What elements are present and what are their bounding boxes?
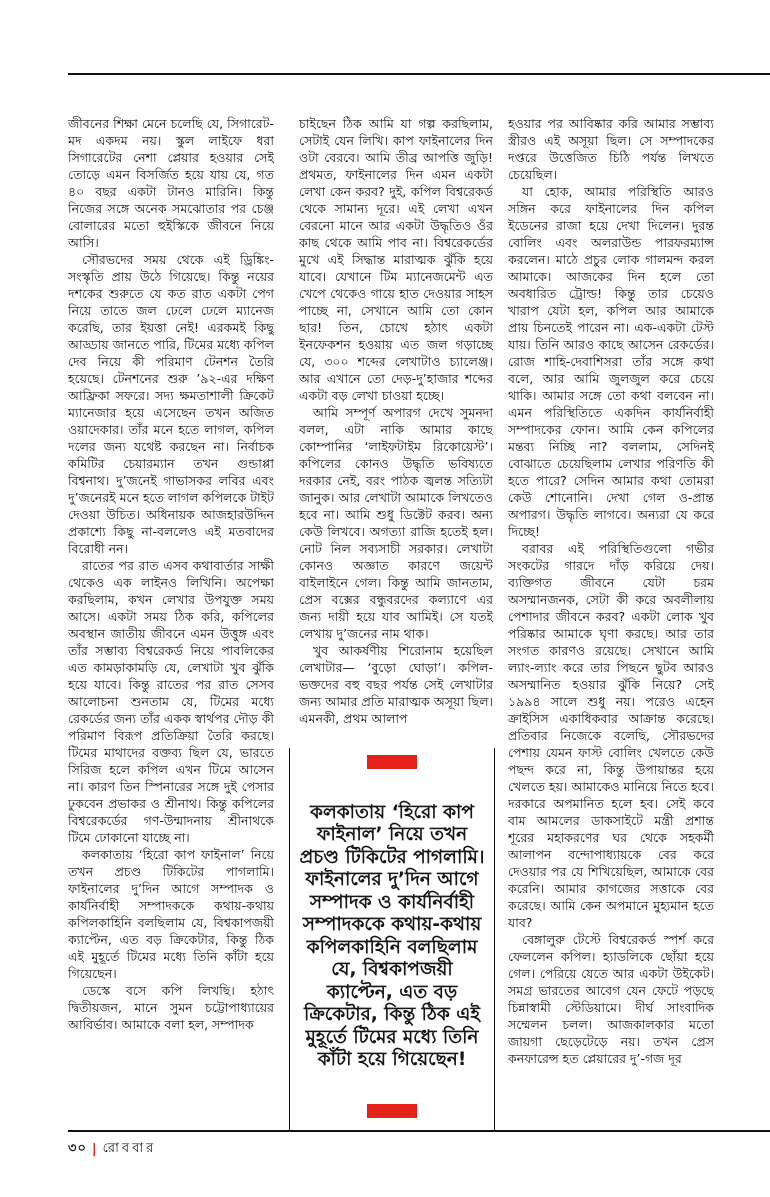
paragraph: চাইছেন ঠিক আমি যা গল্প করছিলাম, সেটাই যেন লিখি। কাপ ফাইনালের দিন ওটা বেরবে। আমি তীব্র আপত্তি জুড়ি! প্রথমত, ফাইনালের দিন এমন একটা লেখা কেন করব? দুই, কপিল বিশ্বরেকর্ড থেকে সামান্য দূরে। এই লেখা এখন বেরনো মানে আর একটা উদ্ধৃতিও ওঁর কাছ থেকে আমি পাব না। বিশ্বরেকর্ডের মুখে এই সিদ্ধান্ত মারাত্মক ঝুঁকি হয়ে যাবে। যেখানে টিম ম্যানেজমেন্ট এত খেপে থেকেও গায়ে হাত দেওয়ার সাহস পাচ্ছে না, সেখানে আমি তো কোন ছার! তিন, চোখে হঠাৎ একটা ইনফেকশন হওয়ায় এত জল গড়াচ্ছে যে, ৩০০ শব্দের লেখাটাও চ্যালেঞ্জ। আর এখানে তো দেড়-দু’হাজার শব্দের একটা বড় লেখা চাওয়া হচ্ছে। (299, 116, 493, 403)
page-number: ৩০ (68, 1141, 87, 1156)
paragraph: রাতের পর রাত এসব কথাবার্তার সাক্ষী থেকেও এক লাইনও লিখিনি। অপেক্ষা করছিলাম, কখন লেখার উপযুক্ত সময় আসে। একটা সময় ঠিক করি, কপিলের অবস্থান জাতীয় জীবনে এমন উত্তুঙ্গ এবং তাঁর সম্ভাব্য বিশ্বরেকর্ড নিয়ে পাবলিকের এত কামড়াকামড়ি যে, লেখাটা খুব ঝুঁকি হয়ে যাবে। কিন্তু রাতের পর রাত সেসব আলোচনা শুনতাম যে, টিমের মধ্যে রেকর্ডের জন্য তাঁর একক স্বার্থপর দৌড় কী পরিমাণ বিরূপ প্রতিক্রিয়া তৈরি করছে। টিমের মাথাদের বক্তব্য ছিল যে, ভারতে সিরিজ হলে কপিল এখন টিমে আসেন না। কারণ তিন স্পিনারের সঙ্গে দুই পেসার ঢুকবেন প্রভাকর ও শ্রীনাথ। কিন্তু কপিলের বিশ্বরেকর্ডের গণ-উন্মাদনায় শ্রীনাথকে টিমে ঢোকানো যাচ্ছে না। (68, 558, 274, 845)
page-footer (68, 1139, 156, 1160)
paragraph: খুব আকর্ষণীয় শিরোনাম হয়েছিল লেখাটার— ‘বুড়ো ঘোড়া’। কপিল-ভক্তদের বহু বছর পর্যন্ত সেই লেখাটার জন্য আমার প্রতি মারাত্মক অসূয়া ছিল। এমনকী, প্রথম আলাপ (299, 643, 493, 726)
bottom-rule (68, 1130, 770, 1132)
pull-quote-text: কলকাতায় ‘হিরো কাপ ফাইনাল’ নিয়ে তখন প্রচণ্ড টিকিটের পাগলামি। ফাইনালের দু’দিন আগে সম্পাদক ও কার্যনির্বাহী সম্পাদককে কথায়-কথায় কপিলকাহিনি বলছিলাম যে, বিশ্বকাপজয়ী ক্যাপ্টেন, এত বড় ক্রিকেটার, কিন্তু ঠিক এই মুহূর্তে টিমের মধ্যে তিনি কাঁটা হয়ে গিয়েছেন! (299, 801, 485, 1070)
paragraph: সৌরভদের সময় থেকে এই ড্রিঙ্কিং-সংস্কৃতি প্রায় উঠে গিয়েছে। কিন্তু নয়ের দশকের শুরুতে যে কত রাত একটা পেগ নিয়ে তাতে জল ঢেলে ঢেলে ম্যানেজ করেছি, তার ইয়ত্তা নেই! এরকমই কিছু আড্ডায় জানতে পারি, টিমের মধ্যে কপিল দেব নিয়ে কী পরিমাণ টেনশন তৈরি হয়েছে। টেনশনের শুরু ’৯২-এর দক্ষিণ আফ্রিকা সফরে। সদ্য ক্ষমতাশালী ক্রিকেট ম্যানেজার হয়ে এসেছেন তখন অজিত ওয়াদেকার। তাঁর মনে হতে লাগল, কপিল দলের জন্য যথেষ্ট করছেন না। নির্বাচক কমিটির চেয়ারম্যান তখন গুন্ডাপ্পা বিশ্বনাথ। দু’জনেই গাভাসকর লবির এবং দু’জনেরই মনে হতে লাগল কপিলকে টাইট দেওয়া উচিত। অধিনায়ক আজহারউদ্দিন প্রকাশ্যে কিছু না-বললেও এই মতবাদের বিরোধী নন। (68, 252, 274, 556)
text-column-2 (299, 115, 493, 753)
paragraph: বেঙ্গালুরু টেস্টে বিশ্বরেকর্ড স্পর্শ করে ফেললেন কপিল। হ্যাডলিকে ছোঁয়া হয়ে গেল। পেরিয়ে যেতে আর একটা উইকেট। সমগ্র ভারতের আবেগ যেন ফেটে পড়ছে চিন্নাস্বামী স্টেডিয়ামে। দীর্ঘ সাংবাদিক সম্মেলন চলল। আজকালকার মতো জায়গা ছেড়েটেড়ে নয়। তখন প্রেস কনফারেন্স হত প্লেয়ারের দু’-গজ দূর (508, 932, 714, 1066)
text-column-3 (508, 115, 714, 1128)
pull-quote-block (289, 748, 495, 1130)
paragraph: যা হোক, আমার পরিস্থিতি আরও সঙ্গিন করে ফাইনালের দিন কপিল ইডেনের রাজা হয়ে দেখা দিলেন। দুরন্ত বোলিং এবং অলরাউন্ড পারফরম্যান্স করলেন। মাঠে প্রচুর লোক গালমন্দ করল আমাকে। আজকের দিন হলে তো অবধারিত ট্রোল্ড! কিন্তু তার চেয়েও খারাপ যেটা হল, কপিল আর আমাকে প্রায় চিনতেই পারেন না। এক-একটা টেস্ট যায়। তিনি আরও কাছে আসেন রেকর্ডের। রোজ শাহি-দেবাশিসরা তাঁর সঙ্গে কথা বলে, আর আমি জুলজুল করে চেয়ে থাকি। আমার সঙ্গে তো কথা বলবেন না। এমন পরিস্থিতিতে একদিন কার্যনির্বাহী সম্পাদকের ফোন। আমি কেন কপিলের মন্তব্য নিচ্ছি না? বললাম, সেদিনই বোঝাতে চেয়েছিলাম লেখার পরিণতি কী হতে পারে? সেদিন আমার কথা তোমরা কেউ শোনোনি। দেখা গেল ও-প্রান্ত অপারগ। উদ্ধৃতি লাগবে। অন্যরা যে করে দিচ্ছে! (508, 184, 714, 539)
paragraph: কলকাতায় ‘হিরো কাপ ফাইনাল’ নিয়ে তখন প্রচণ্ড টিকিটের পাগলামি। ফাইনালের দু’দিন আগে সম্পাদক ও কার্যনির্বাহী সম্পাদককে কথায়-কথায় কপিলকাহিনি বলছিলাম যে, বিশ্বকাপজয়ী ক্যাপ্টেন, এত বড় ক্রিকেটার, কিন্তু ঠিক এই মুহূর্তে টিমের মধ্যে তিনি কাঁটা হয়ে গিয়েছেন। (68, 847, 274, 981)
magazine-title: রোববার (102, 1141, 157, 1156)
paragraph: বরাবর এই পরিস্থিতিগুলো গভীর সংকটের গারদে দাঁড় করিয়ে দেয়। ব্যক্তিগত জীবনে যেটা চরম অসম্মানজনক, সেটা কী করে অবলীলায় পেশাদার জীবনে করব? একটা লোক খুব পরিষ্কার আমাকে ঘৃণা করছে। আর তার সংগত কারণও রয়েছে। সেখানে আমি ল্যাং-ল্যাং করে তার পিছনে ছুটব আরও অসম্মানিত হওয়ার ঝুঁকি নিয়ে? সেই ১৯৯৪ সালে শুধু নয়। পরেও এহেন ক্রাইসিস একাধিকবার আক্রান্ত করেছে। প্রতিবার নিজেকে বলেছি, সৌরভদের পেশায় যেমন ফাস্ট বোলিং খেলতে কেউ পছন্দ করে না, কিন্তু উপায়ান্তর হয়ে খেলতে হয়। আমাকেও মানিয়ে নিতে হবে। দরকারে অপমানিত হলে হব। সেই কবে বাম আমলের ডাকসাইটে মন্ত্রী প্রশান্ত শূরের মহাকরণের ঘর থেকে সহকর্মী আলাপন বন্দোপাধ্যায়কে বের করে দেওয়ার পর যে শিখিয়েছিল, আমাকে বের করেনি। আমার কাগজের সত্তাকে বের করেছে। আমি কেন অপমানে মুহ্যমান হতে যাব? (508, 541, 714, 930)
pullquote-top-red-bar (367, 755, 417, 769)
paragraph: ডেস্কে বসে কপি লিখছি। হঠাৎ দ্বিতীয়জন, মানে সুমন চট্টোপাধ্যায়ের আবির্ভাব। আমাকে বলা হল, সম্পাদক (68, 983, 274, 1032)
text-column-1 (68, 115, 274, 1128)
paragraph: হওয়ার পর আবিষ্কার করি আমার সম্ভাব্য স্ত্রীরও এই অসূয়া ছিল। সে সম্পাদকের দপ্তরে উত্তেজিত চিঠি পর্যন্ত লিখতে চেয়েছিল। (508, 116, 714, 182)
top-rule (68, 73, 770, 75)
paragraph: জীবনের শিক্ষা মেনে চলেছি যে, সিগারেট-মদ একদম নয়। স্কুল লাইফে ধরা সিগারেটের নেশা প্লেয়ার হওয়ার সেই তোড়ে এমন বিসর্জিত হয়ে যায় যে, গত ৪০ বছর একটা টানও মারিনি। কিন্তু নিজের সঙ্গে অনেক সমঝোতার পর চেঞ্জ বোলারের মতো হুইস্কিকে জীবনে নিয়ে আসি। (68, 116, 274, 250)
paragraph: আমি সম্পূর্ণ অপারগ দেখে সুমনদা বলল, এটা নাকি আমার কাছে কোম্পানির ‘লাইফটাইম রিকোয়েস্ট’। কপিলের কোনও উদ্ধৃতি ভবিষ্যতে দরকার নেই, বরং পাঠক জ্বলন্ত সত্যিটা জানুক। আর লেখাটা আমাকে লিখতেও হবে না। আমি শুধু ডিক্টেট করব। অন্য কেউ লিখবে। অগত্যা রাজি হতেই হল। নোট নিল সব্যসাচী সরকার। লেখাটা কোনও অজ্ঞাত কারণে জয়েন্ট বাইলাইনে গেল। কিন্তু আমি জানতাম, প্রেস বক্সের বন্ধুবরদের কল্যাণে এর জন্য দায়ী হয়ে যাব আমিই। সে যতই লেখায় দু’জনের নাম থাক। (299, 405, 493, 641)
footer-separator: | (91, 1142, 98, 1157)
pullquote-bottom-red-bar (367, 1104, 417, 1118)
